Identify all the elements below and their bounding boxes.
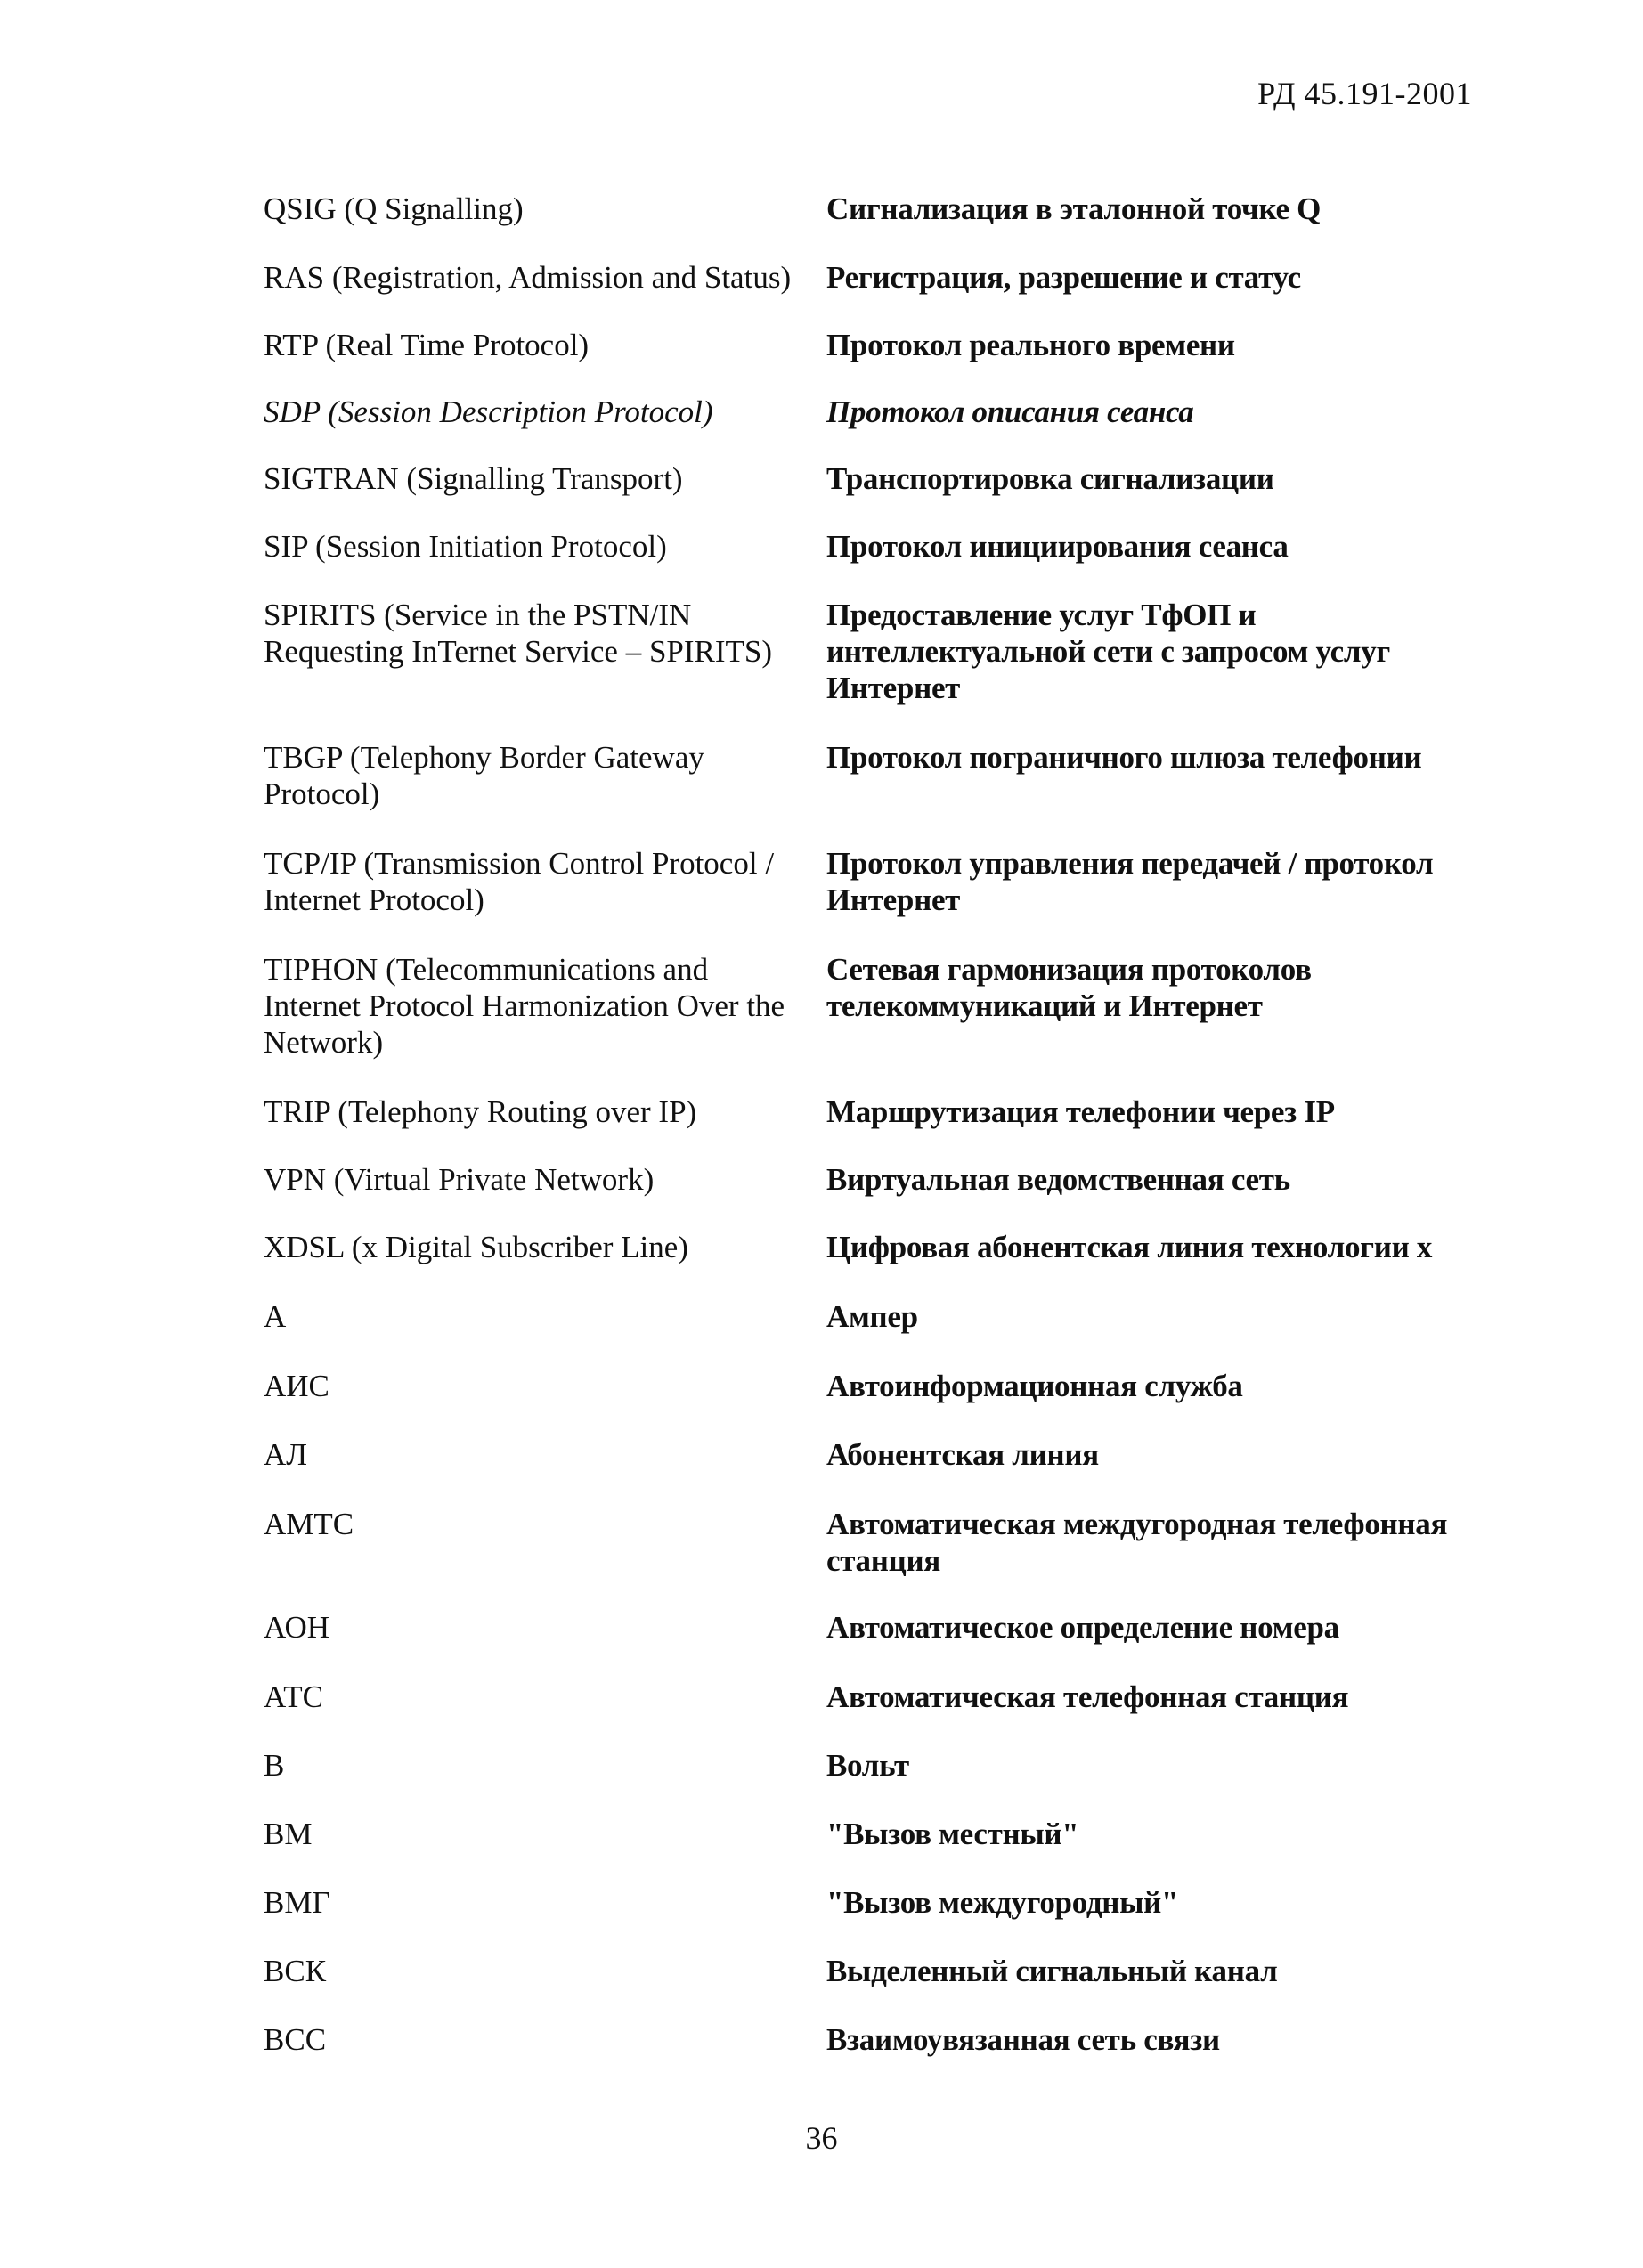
abbreviation-term: XDSL (x Digital Subscriber Line) <box>264 1230 688 1264</box>
abbreviation-meaning: Протокол управления передачей / протокол Интернет <box>826 846 1434 917</box>
abbreviation-row <box>264 191 1493 259</box>
abbreviation-row <box>264 1679 1493 1747</box>
abbreviation-meaning: Транспортировка сигнализации <box>826 461 1274 496</box>
abbreviation-term: SIGTRAN (Signalling Transport) <box>264 461 683 496</box>
abbreviation-meaning: Абонентская линия <box>826 1437 1099 1472</box>
abbreviation-row <box>264 1298 1493 1368</box>
abbreviation-row <box>264 1229 1493 1298</box>
abbreviation-meaning: Сигнализация в эталонной точке Q <box>826 191 1322 226</box>
abbreviation-row <box>264 1884 1493 1953</box>
abbreviation-row <box>264 2021 1493 2075</box>
abbreviation-term: В <box>264 1748 285 1783</box>
abbreviation-meaning: Маршрутизация телефонии через IP <box>826 1094 1335 1129</box>
abbreviation-term: QSIG (Q Signalling) <box>264 191 524 226</box>
page-number: 36 <box>805 2120 838 2156</box>
abbreviation-meaning: Автоматическое определение номера <box>826 1610 1339 1645</box>
abbreviation-meaning: Протокол инициирования сеанса <box>826 529 1289 564</box>
abbreviation-meaning: "Вызов местный" <box>826 1817 1079 1851</box>
abbreviation-term: SDP (Session Description Protocol) <box>264 394 713 429</box>
abbreviation-row <box>264 1436 1493 1506</box>
abbreviation-term: RAS (Registration, Admission and Status) <box>264 260 792 295</box>
abbreviation-row <box>264 1506 1493 1609</box>
abbreviation-term: SIP (Session Initiation Protocol) <box>264 529 667 564</box>
abbreviation-term: ВМГ <box>264 1885 330 1920</box>
abbreviation-row <box>264 394 1493 460</box>
abbreviation-term: VPN (Virtual Private Network) <box>264 1162 655 1197</box>
abbreviation-term: АЛ <box>264 1437 308 1472</box>
abbreviation-row <box>264 845 1493 951</box>
abbreviation-term: АОН <box>264 1610 330 1645</box>
abbreviation-term: TBGP (Telephony Border Gateway Protocol) <box>264 740 704 811</box>
abbreviation-term: SPIRITS (Service in the PSTN/IN Requesting InTernet Service – SPIRITS) <box>264 597 773 669</box>
abbreviation-meaning: Выделенный сигнальный канал <box>826 1954 1278 1988</box>
abbreviation-meaning: Вольт <box>826 1748 909 1783</box>
abbreviation-row <box>264 951 1493 1093</box>
abbreviation-meaning: Протокол пограничного шлюза телефонии <box>826 740 1422 775</box>
abbreviation-meaning: Протокол описания сеанса <box>826 394 1194 429</box>
abbreviation-row <box>264 739 1493 845</box>
abbreviation-term: ВМ <box>264 1817 313 1851</box>
abbreviation-row <box>264 528 1493 597</box>
abbreviation-row <box>264 1368 1493 1436</box>
abbreviation-term: TCP/IP (Transmission Control Protocol / Internet Protocol) <box>264 846 775 917</box>
abbreviation-term: ВСК <box>264 1954 327 1988</box>
abbreviation-term: АМТС <box>264 1507 354 1541</box>
abbreviation-meaning: Автоматическая телефонная станция <box>826 1679 1349 1714</box>
abbreviation-meaning: Автоматическая междугородная телефонная станция <box>826 1507 1448 1578</box>
abbreviation-meaning: Виртуальная ведомственная сеть <box>826 1162 1290 1197</box>
abbreviation-term: АТС <box>264 1679 323 1714</box>
abbreviation-row <box>264 460 1493 528</box>
abbreviation-meaning: Регистрация, разрешение и статус <box>826 260 1301 295</box>
abbreviation-row <box>264 327 1493 394</box>
abbreviation-term: А <box>264 1299 287 1334</box>
abbreviation-meaning: Взаимоувязанная сеть связи <box>826 2022 1220 2057</box>
abbreviation-term: ВСС <box>264 2022 327 2057</box>
abbreviation-meaning: Протокол реального времени <box>826 328 1235 362</box>
abbreviation-row <box>264 1093 1493 1161</box>
abbreviation-meaning: Цифровая абонентская линия технологии x <box>826 1230 1433 1264</box>
abbreviation-term: TIPHON (Telecommunications and Internet Protocol Harmonization Over the Network) <box>264 952 785 1060</box>
abbreviation-meaning: "Вызов междугородный" <box>826 1885 1179 1920</box>
abbreviation-row <box>264 1161 1493 1229</box>
abbreviation-term: TRIP (Telephony Routing over IP) <box>264 1094 697 1129</box>
abbreviation-list <box>264 191 1493 2075</box>
abbreviation-meaning: Предоставление услуг ТфОП и интеллектуальной сети с запросом услуг Интернет <box>826 597 1391 705</box>
abbreviation-row <box>264 1953 1493 2021</box>
abbreviation-meaning: Ампер <box>826 1299 918 1334</box>
abbreviation-term: АИС <box>264 1369 329 1403</box>
abbreviation-row <box>264 1747 1493 1816</box>
abbreviation-row <box>264 1609 1493 1679</box>
abbreviation-row <box>264 597 1493 739</box>
document-code: РД 45.191-2001 <box>1257 76 1472 111</box>
abbreviation-meaning: Автоинформационная служба <box>826 1369 1243 1403</box>
abbreviation-term: RTP (Real Time Protocol) <box>264 328 590 362</box>
abbreviation-meaning: Сетевая гармонизация протоколов телекоммуникаций и Интернет <box>826 952 1312 1023</box>
abbreviation-row <box>264 259 1493 327</box>
abbreviation-row <box>264 1816 1493 1884</box>
